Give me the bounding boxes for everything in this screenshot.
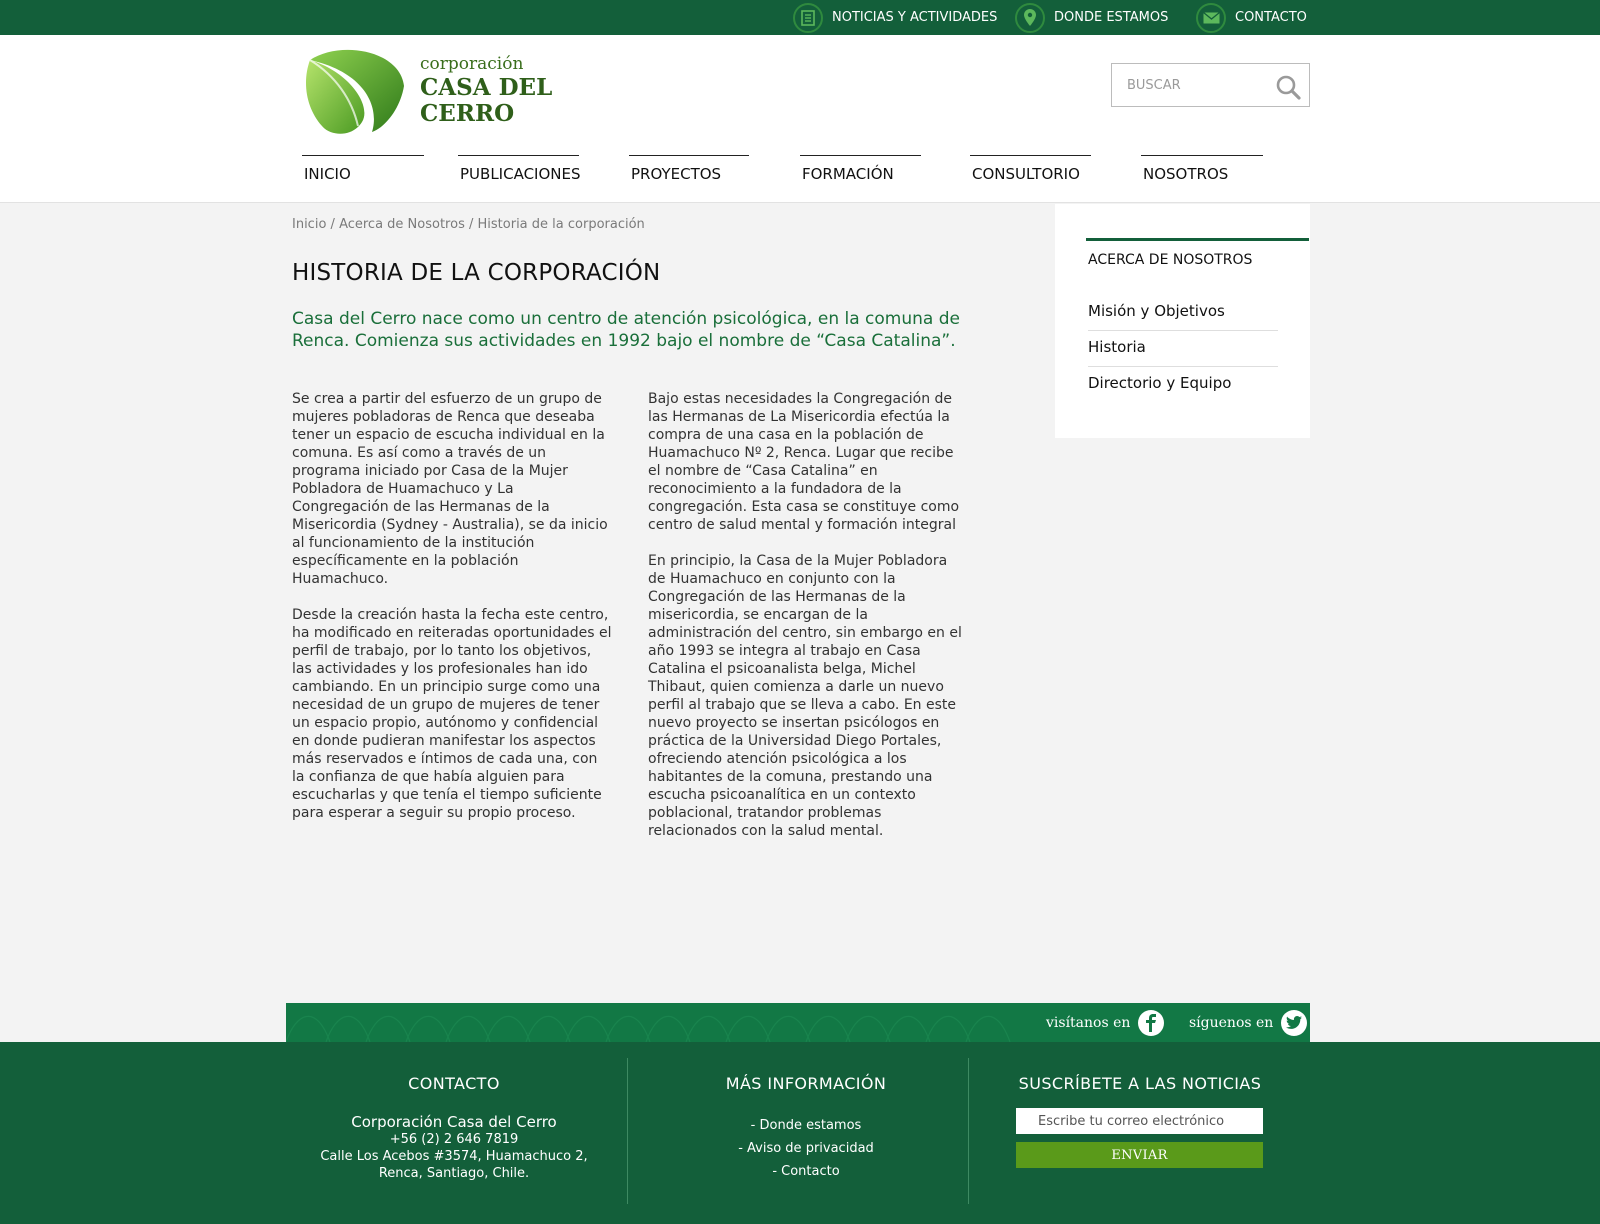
footer-address-block — [300, 1114, 608, 1182]
twitter-icon — [1281, 1010, 1307, 1036]
search-icon[interactable] — [1275, 74, 1301, 100]
map-pin-icon — [1015, 3, 1045, 33]
mail-icon — [1196, 3, 1226, 33]
footer-info-heading: MÁS INFORMACIÓN — [725, 1074, 887, 1093]
top-link-label: NOTICIAS Y ACTIVIDADES — [832, 10, 998, 25]
facebook-label: visítanos en — [1046, 1014, 1131, 1031]
footer-address-line-1: Calle Los Acebos #3574, Huamachuco 2, — [320, 1149, 588, 1164]
nav-item-proyectos[interactable]: PROYECTOS — [629, 155, 749, 185]
facebook-link[interactable] — [1046, 1003, 1164, 1042]
page-title: HISTORIA DE LA CORPORACIÓN — [292, 260, 661, 286]
newsletter-submit-button[interactable]: ENVIAR — [1016, 1142, 1263, 1168]
footer-divider — [627, 1058, 628, 1204]
breadcrumb-separator: / — [326, 217, 340, 232]
breadcrumb-current: Historia de la corporación — [477, 217, 645, 232]
breadcrumb-separator: / — [464, 217, 478, 232]
logo-text — [420, 53, 552, 127]
nav-item-formacion[interactable]: FORMACIÓN — [800, 155, 921, 185]
top-link-label: DONDE ESTAMOS — [1054, 10, 1169, 25]
document-icon — [793, 3, 823, 33]
sidebar-title: ACERCA DE NOSOTROS — [1088, 252, 1253, 268]
twitter-link[interactable] — [1189, 1003, 1307, 1042]
nav-item-publicaciones[interactable]: PUBLICACIONES — [458, 155, 579, 185]
top-link-donde-estamos[interactable] — [1015, 0, 1168, 35]
body-paragraph: En principio, la Casa de la Mujer Pobladora de Huamachuco en conjunto con la Congregación de las Hermanas de la misericordia, se encargan de la administración del centro, sin embargo en el año 1993 se integra al trabajo en Casa Catalina el psicoanalista belga, Michel Thibaut, quien comienza a darle un nuevo perfil al trabajo que se lleva a cabo. En este nuevo proyecto se insertan psicólogos en práctica de la Universidad Diego Portales, ofreciendo atención psicológica a los habitantes de la comuna, prestando una escucha psicoanalítica en un contexto poblacional, tratandor problemas relacionados con la salud mental. — [648, 553, 962, 839]
footer-address-line-2: Renca, Santiago, Chile. — [378, 1166, 530, 1181]
breadcrumb-acerca[interactable]: Acerca de Nosotros — [339, 217, 465, 232]
lead-paragraph: Casa del Cerro nace como un centro de atención psicológica, en la comuna de Renca. Comienza sus actividades en 1992 bajo el nombre de “Casa Catalina”. — [292, 309, 960, 351]
search-box — [1111, 63, 1310, 107]
footer-link-aviso-privacidad[interactable]: - Aviso de privacidad — [738, 1141, 874, 1156]
newsletter-email-input[interactable] — [1016, 1108, 1263, 1134]
site-logo[interactable] — [300, 46, 552, 136]
sidebar-item-mision[interactable]: Misión y Objetivos — [1088, 302, 1278, 331]
sidebar-item-historia[interactable]: Historia — [1088, 338, 1278, 367]
logo-line-2: CASA DEL — [420, 74, 553, 101]
sidebar-item-directorio[interactable]: Directorio y Equipo — [1088, 374, 1232, 392]
footer-newsletter — [1005, 1042, 1275, 1093]
logo-line-1: corporación — [420, 54, 524, 74]
sidebar-accent-bar — [1086, 238, 1309, 241]
footer-newsletter-heading: SUSCRÍBETE A LAS NOTICIAS — [1018, 1074, 1262, 1093]
content-column-right — [648, 390, 968, 858]
facebook-icon — [1138, 1010, 1164, 1036]
footer-link-contacto[interactable]: - Contacto — [772, 1164, 840, 1179]
top-link-contacto[interactable] — [1196, 0, 1307, 35]
social-strip — [286, 1003, 1310, 1042]
footer-contact-heading: CONTACTO — [408, 1074, 500, 1093]
footer-phone: +56 (2) 2 646 7819 — [389, 1132, 519, 1147]
nav-item-inicio[interactable]: INICIO — [302, 155, 424, 185]
top-link-noticias[interactable] — [793, 0, 997, 35]
footer-contact — [300, 1042, 608, 1182]
site-footer — [0, 1042, 1600, 1224]
content-column-left — [292, 390, 612, 840]
body-paragraph: Se crea a partir del esfuerzo de un grupo de mujeres pobladoras de Renca que deseaba tener un espacio de escucha individual en la comuna. Es así como a través de un programa iniciado por Casa de la Mujer Pobladora de Huamachuco y La Congregación de las Hermanas de la Misericordia (Sydney - Australia), se da inicio al funcionamiento de la institución específicamente en la población Huamachuco. — [292, 391, 608, 587]
logo-line-3: CERRO — [420, 100, 515, 127]
nav-item-nosotros[interactable]: NOSOTROS — [1141, 155, 1263, 185]
leaf-logo-icon — [300, 46, 408, 136]
nav-item-consultorio[interactable]: CONSULTORIO — [970, 155, 1091, 185]
body-paragraph: Desde la creación hasta la fecha este centro, ha modificado en reiteradas oportunidades el perfil de trabajo, por lo tanto los objetivos, las actividades y los profesionales han ido cambiando. En un principio surge como una necesidad de un grupo de mujeres de tener un espacio propio, autónomo y confidencial en donde pudieran manifestar los aspectos más reservados e íntimos de cada una, con la confianza de que había alguien para escucharlas y que tenía el tiempo suficiente para esperar a seguir su propio proceso. — [292, 607, 612, 821]
footer-more-info — [650, 1042, 962, 1179]
top-bar — [0, 0, 1600, 35]
main-nav — [0, 155, 1600, 195]
breadcrumb — [292, 217, 645, 232]
search-input[interactable] — [1112, 64, 1262, 106]
top-link-label: CONTACTO — [1235, 10, 1307, 25]
body-paragraph: Bajo estas necesidades la Congregación de las Hermanas de La Misericordia efectúa la compra de una casa en la población de Huamachuco Nº 2, Renca. Lugar que recibe el nombre de “Casa Catalina” en reconocimiento a la fundadora de la congregación. Esta casa se constituye como centro de salud mental y formación integral — [648, 391, 960, 533]
footer-divider — [968, 1058, 969, 1204]
sidebar — [1055, 204, 1310, 438]
twitter-label: síguenos en — [1189, 1014, 1274, 1031]
footer-info-links — [650, 1118, 962, 1179]
breadcrumb-inicio[interactable]: Inicio — [292, 217, 327, 232]
footer-org-name: Corporación Casa del Cerro — [351, 1113, 557, 1131]
footer-link-donde-estamos[interactable]: - Donde estamos — [750, 1118, 862, 1133]
